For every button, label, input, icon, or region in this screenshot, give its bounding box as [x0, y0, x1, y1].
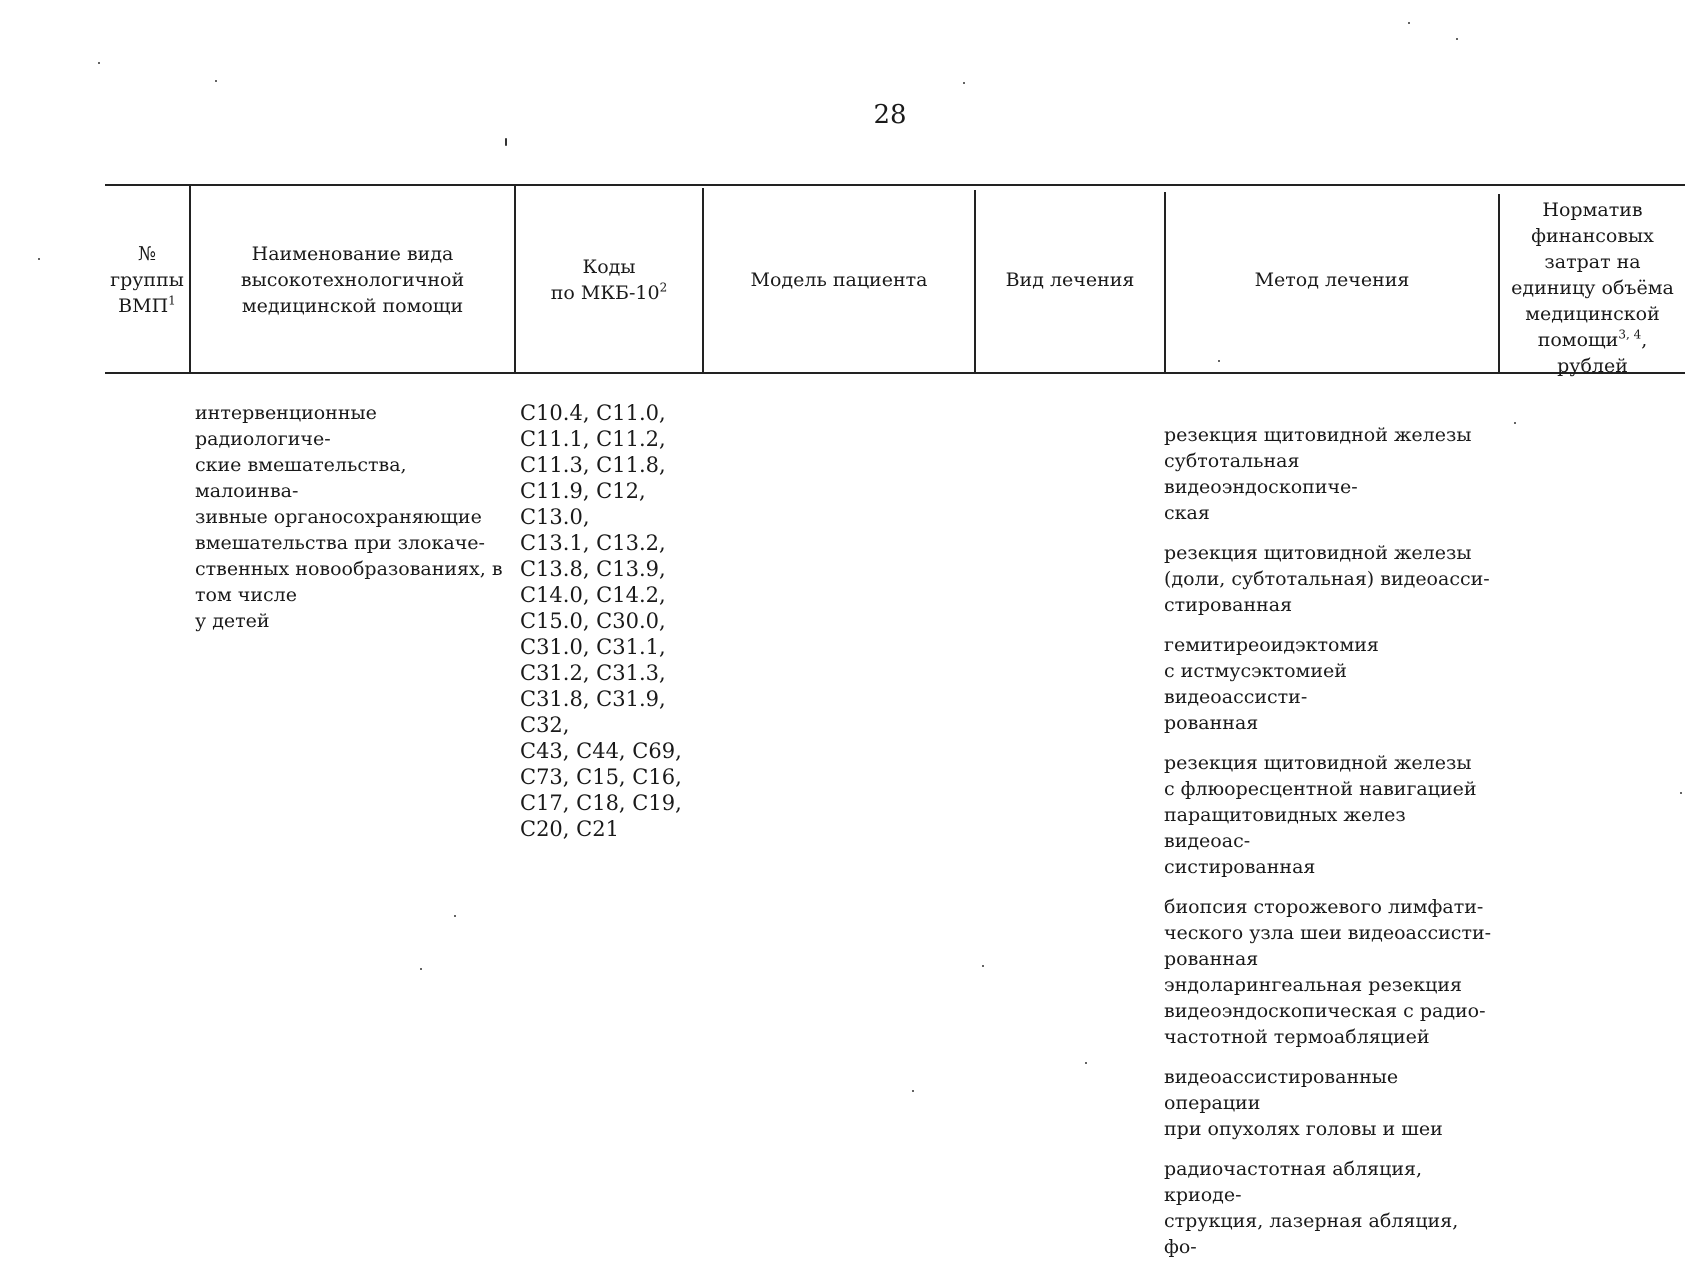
scan-speck	[1456, 38, 1458, 40]
header-bottom-border	[105, 372, 1685, 374]
scan-speck	[420, 968, 422, 970]
header-cost-standard: Норматив финансовых затрат на единицу объёма медицинской помощи$^{3, 4}$, рублей	[1511, 199, 1674, 377]
method-item: биопсия сторожевого лимфати- ческого узла шеи видеоассисти- рованная эндоларингеальная резекция видеоэндоскопическая с радио- частотной термоабляцией	[1164, 896, 1492, 1048]
footnote-marker: 2	[659, 280, 668, 295]
header-icd-codes: Коды по МКБ-$10^2$	[550, 256, 668, 304]
method-item: видеоассистированные операции при опухолях головы и шеи	[1164, 1066, 1443, 1140]
page-number: 28	[873, 100, 907, 130]
scan-speck	[963, 82, 965, 84]
scan-speck	[912, 1090, 914, 1092]
scan-speck	[454, 915, 456, 917]
header-treatment-method: Метод лечения	[1254, 269, 1410, 291]
icd-codes-list: C10.4, C11.0, C11.1, C11.2, C11.3, C11.8, C11.9, C12, C13.0, C13.1, C13.2, C13.8, C13.9, C14.0, C14.2, C15.0, C30.0, C31.0, C31.1, C31.2, C31.3, C31.8, C31.9, C32, C43, C44, C69, C73, C15, C16, C17, C18, C19, C20, C21	[520, 401, 682, 841]
header-care-type-name: Наименование вида высокотехнологичной медицинской помощи	[240, 243, 465, 317]
scan-speck	[1218, 360, 1220, 362]
footnote-marker: 1	[168, 293, 176, 308]
method-item: резекция щитовидной железы с флюоресцентной навигацией паращитовидных желез видеоас- систированная	[1164, 752, 1477, 878]
scan-speck	[98, 62, 100, 64]
scan-speck	[982, 965, 984, 967]
header-treatment-type: Вид лечения	[1005, 269, 1135, 291]
header-top-border	[105, 184, 1685, 186]
scan-speck	[1408, 22, 1410, 24]
scan-speck	[215, 80, 217, 82]
header-group-number: № группы ВМП$^1$	[110, 243, 184, 317]
scan-speck	[1085, 1062, 1087, 1064]
method-item: резекция щитовидной железы (доли, субтотальная) видеоасси- стированная	[1164, 542, 1490, 616]
treatment-methods-list	[1164, 422, 1494, 1274]
footnote-marker: 3, 4	[1618, 327, 1642, 342]
scan-speck	[38, 258, 40, 260]
scan-speck	[1514, 422, 1516, 424]
method-item: гемитиреоидэктомия с истмусэктомией видеоассисти- рованная	[1164, 634, 1379, 734]
scan-speck	[1680, 792, 1682, 794]
scan-speck	[505, 138, 507, 146]
method-item: резекция щитовидной железы субтотальная видеоэндоскопиче- ская	[1164, 424, 1472, 524]
care-type-name: интервенционные радиологиче- ские вмешательства, малоинва- зивные органосохраняющие вмешательства при злокаче- ственных новообразованиях, в том числе у детей	[195, 402, 503, 632]
header-patient-model: Модель пациента	[750, 269, 928, 291]
method-item: радиочастотная абляция, криоде- струкция, лазерная абляция, фо-	[1164, 1158, 1459, 1258]
